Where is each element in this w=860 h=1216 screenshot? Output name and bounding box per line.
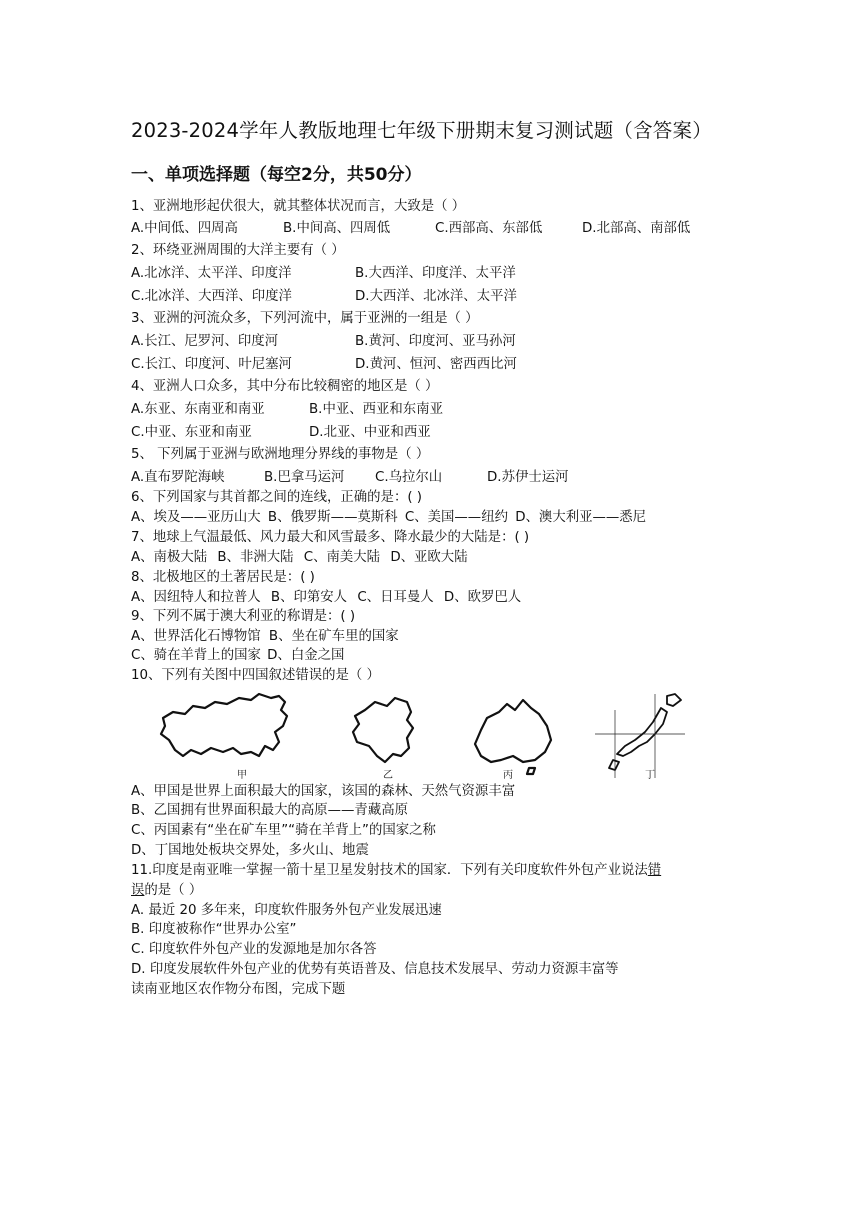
- question-9-options-row1: A、世界活化石博物馆 B、坐在矿车里的国家: [131, 629, 399, 644]
- q5-option-c: C.乌拉尔山: [375, 470, 443, 485]
- q1-option-c: C.西部高、东部低: [435, 221, 543, 236]
- map-label-yi: 乙: [383, 770, 393, 781]
- question-7-options: A、南极大陆 B、非洲大陆 C、南美大陆 D、亚欧大陆: [131, 550, 468, 565]
- map-japan-outline: [609, 694, 681, 770]
- q3-option-d: D.黄河、恒河、密西西比河: [355, 357, 517, 372]
- q11-option-d: D. 印度发展软件外包产业的优势有英语普及、信息技术发展早、劳动力资源丰富等: [131, 962, 619, 977]
- question-2-stem: 2、环绕亚洲周围的大洋主要有（ ）: [131, 243, 345, 258]
- q4-option-c: C.中亚、东亚和南亚: [131, 425, 252, 440]
- section-heading: 一、单项选择题（每空2分，共50分）: [131, 165, 422, 185]
- question-7-stem: 7、地球上气温最低、风力最大和风雪最多、降水最少的大陆是：( ): [131, 530, 530, 545]
- q1-option-a: A.中间低、四周高: [131, 221, 238, 236]
- q4-option-d: D.北亚、中亚和西亚: [309, 425, 431, 440]
- q5-option-b: B.巴拿马运河: [264, 470, 345, 485]
- q1-option-d: D.北部高、南部低: [582, 221, 691, 236]
- question-6-stem: 6、下列国家与其首都之间的连线，正确的是：( ): [131, 490, 423, 505]
- question-3-options-row2: [131, 355, 517, 375]
- question-1-stem: 1、亚洲地形起伏很大，就其整体状况而言，大致是（ ）: [131, 199, 466, 214]
- question-8-stem: 8、北极地区的土著居民是：( ): [131, 570, 315, 585]
- page-title: 2023-2024学年人教版地理七年级下册期末复习测试题（含答案）: [131, 119, 712, 142]
- map-russia-outline: [161, 694, 287, 756]
- question-5-options: [131, 468, 569, 488]
- country-outlines-figure: [155, 690, 695, 780]
- q2-option-d: D.大西洋、北冰洋、太平洋: [355, 289, 517, 304]
- read-map-prompt: 读南亚地区农作物分布图，完成下题: [131, 982, 346, 997]
- q3-option-b: B.黄河、印度河、亚马孙河: [355, 334, 516, 349]
- q4-option-a: A.东亚、东南亚和南亚: [131, 402, 265, 417]
- four-country-maps: [155, 690, 695, 780]
- question-6-options: A、埃及——亚历山大 B、俄罗斯——莫斯科 C、美国——纽约 D、澳大利亚——悉尼: [131, 510, 647, 525]
- q10-option-c: C、丙国素有“坐在矿车里”“骑在羊背上”的国家之称: [131, 823, 436, 838]
- question-11-stem-line2: [131, 881, 202, 901]
- question-9-options-row2: C、骑在羊背上的国家 D、白金之国: [131, 648, 345, 663]
- q11-option-c: C. 印度软件外包产业的发源地是加尔各答: [131, 942, 377, 957]
- question-4-options-row2: [131, 423, 431, 443]
- q11-option-b: B. 印度被称作“世界办公室”: [131, 922, 297, 937]
- question-9-stem: 9、下列不属于澳大利亚的称谓是：( ): [131, 609, 356, 624]
- q5-option-d: D.苏伊士运河: [487, 470, 569, 485]
- question-2-options-row1: [131, 264, 516, 284]
- map-australia-outline: [475, 700, 551, 774]
- question-4-stem: 4、亚洲人口众多，其中分布比较稠密的地区是（ ）: [131, 379, 439, 394]
- q11-stem-underlined-2: 误: [131, 883, 145, 898]
- q3-option-c: C.长江、印度河、叶尼塞河: [131, 357, 292, 372]
- question-3-options-row1: [131, 332, 516, 352]
- q5-option-a: A.直布罗陀海峡: [131, 470, 225, 485]
- q2-option-c: C.北冰洋、大西洋、印度洋: [131, 289, 292, 304]
- q1-option-b: B.中间高、四周低: [283, 221, 391, 236]
- question-5-stem: 5、 下列属于亚洲与欧洲地理分界线的事物是（ ）: [131, 447, 430, 462]
- question-8-options: A、因纽特人和拉普人 B、印第安人 C、日耳曼人 D、欧罗巴人: [131, 590, 522, 605]
- question-10-stem: 10、下列有关图中四国叙述错误的是（ ）: [131, 668, 380, 683]
- q11-stem-underlined-1: 错: [647, 863, 662, 878]
- q2-option-b: B.大西洋、印度洋、太平洋: [355, 266, 516, 281]
- q11-option-a: A. 最近 20 多年来，印度软件服务外包产业发展迅速: [131, 903, 442, 918]
- question-11-stem-line1: [131, 861, 661, 881]
- map-label-jia: 甲: [237, 770, 247, 781]
- question-2-options-row2: [131, 287, 517, 307]
- question-3-stem: 3、亚洲的河流众多，下列河流中，属于亚洲的一组是（ ）: [131, 311, 479, 326]
- question-1-options: [131, 219, 690, 239]
- q2-option-a: A.北冰洋、太平洋、印度洋: [131, 266, 292, 281]
- map-label-bing: 丙: [503, 770, 513, 781]
- q10-option-a: A、甲国是世界上面积最大的国家，该国的森林、天然气资源丰富: [131, 784, 516, 799]
- map-label-ding: 丁: [645, 770, 655, 781]
- q10-option-d: D、丁国地处板块交界处，多火山、地震: [131, 843, 369, 858]
- question-4-options-row1: [131, 400, 443, 420]
- map-china-outline: [353, 698, 413, 762]
- q11-stem-text: 11.印度是南亚唯一掌握一箭十星卫星发射技术的国家．下列有关印度软件外包产业说法: [131, 863, 648, 878]
- q4-option-b: B.中亚、西亚和东南亚: [309, 402, 443, 417]
- q3-option-a: A.长江、尼罗河、印度河: [131, 334, 279, 349]
- q11-stem-end: 的是（ ）: [144, 883, 203, 898]
- q10-option-b: B、乙国拥有世界面积最大的高原——青藏高原: [131, 803, 408, 818]
